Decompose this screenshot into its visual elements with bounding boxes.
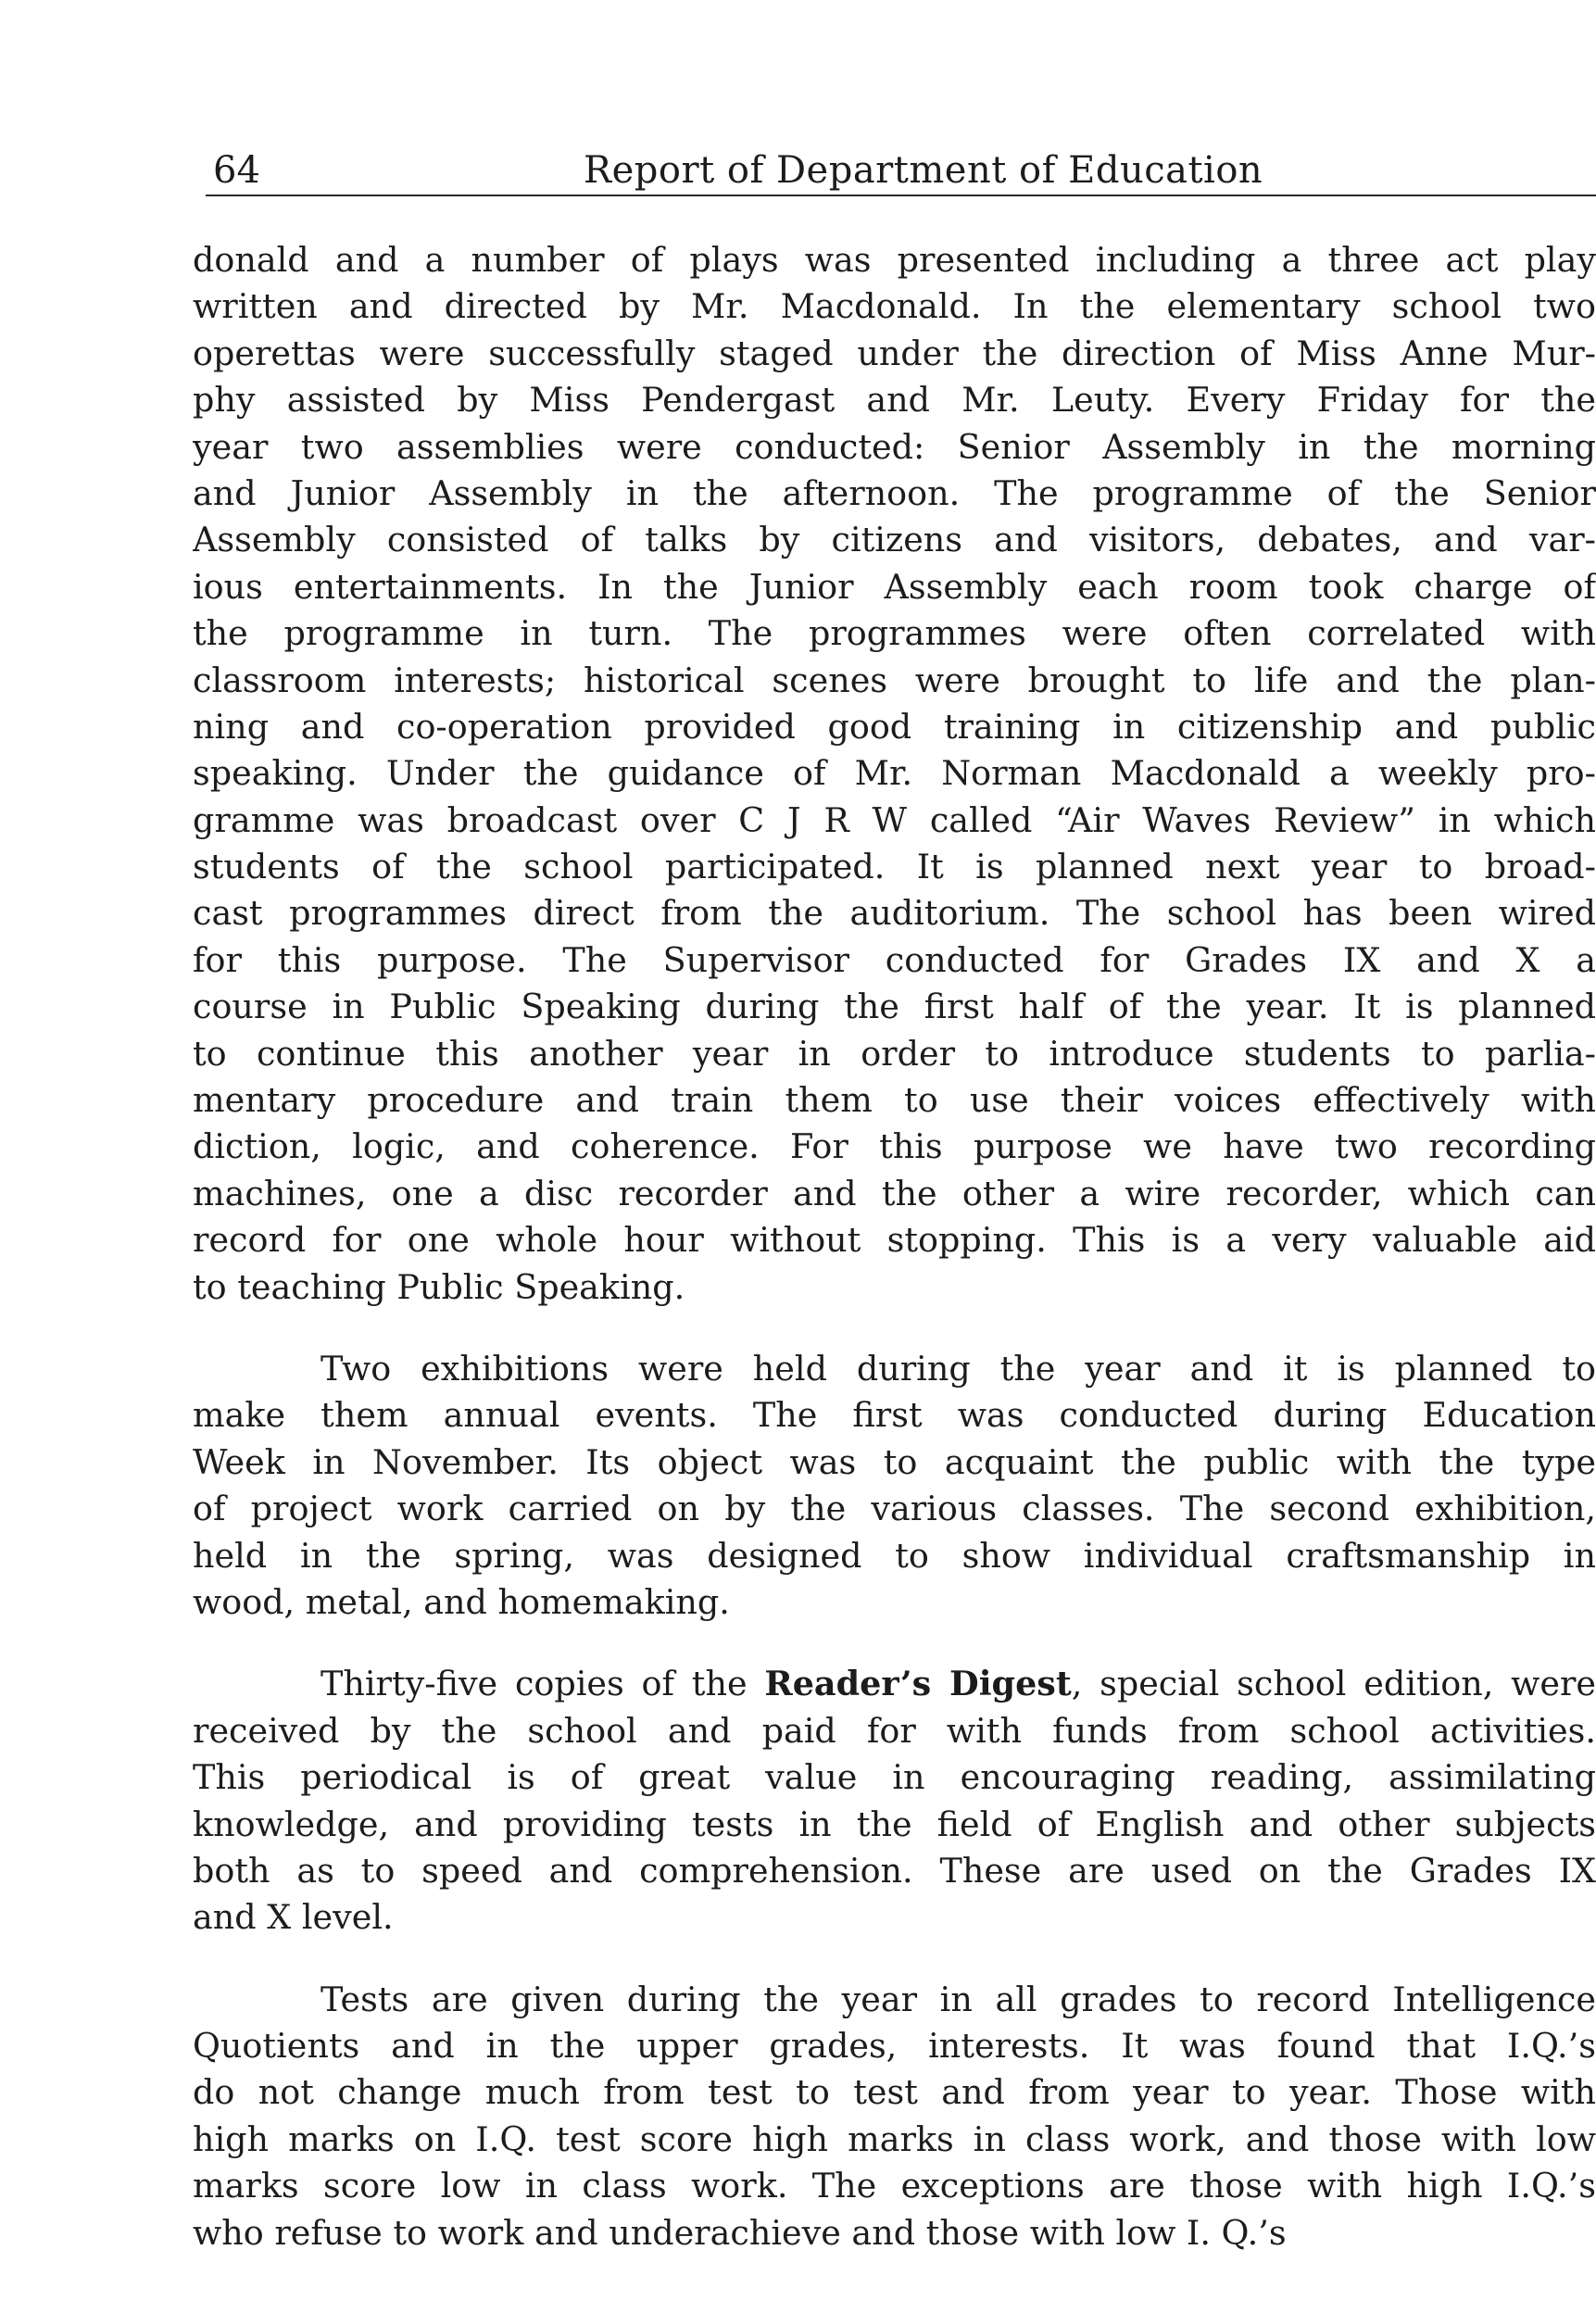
paragraph-line: who refuse to work and underachieve and those with low I. Q.’s: [193, 2212, 1287, 2253]
paragraph-line: knowledge, and providing tests in the field of English and other subjects: [193, 1804, 1596, 1844]
running-title: Report of Department of Education: [584, 149, 1263, 192]
paragraph-line: machines, one a disc recorder and the other a wire recorder, which can: [193, 1173, 1596, 1213]
paragraph-line: [193, 1661, 1596, 1707]
paragraph-line: for this purpose. The Supervisor conducted for Grades IX and X a: [193, 939, 1596, 980]
paragraph-line: ning and co-operation provided good training in citizenship and public: [193, 706, 1596, 747]
paragraph-intelligence-tests: [193, 1977, 1596, 2256]
paragraph-line: to teaching Public Speaking.: [193, 1266, 685, 1307]
paragraph-line: operettas were successfully staged under the direction of Miss Anne Mur-: [193, 333, 1596, 373]
paragraph-line: written and directed by Mr. Macdonald. In the elementary school two: [193, 286, 1596, 327]
line-text: , special school edition, were: [1071, 1664, 1596, 1704]
paragraph-line: of project work carried on by the various classes. The second exhibition,: [193, 1489, 1596, 1529]
paragraph-line: diction, logic, and coherence. For this purpose we have two recording: [193, 1126, 1596, 1167]
paragraph-line: This periodical is of great value in encouraging reading, assimilating: [193, 1757, 1596, 1798]
paragraph-line: Two exhibitions were held during the year and it is planned to: [320, 1348, 1596, 1389]
paragraph-line: Week in November. Its object was to acquaint the public with the type: [193, 1441, 1596, 1482]
paragraph-line: held in the spring, was designed to show individual craftsmanship in: [193, 1535, 1596, 1576]
paragraph-line: both as to speed and comprehension. These are used on the Grades IX: [193, 1850, 1596, 1891]
paragraph-line: Quotients and in the upper grades, interests. It was found that I.Q.’s: [193, 2026, 1596, 2067]
paragraph-line: marks score low in class work. The exceptions are those with high I.Q.’s: [193, 2166, 1596, 2206]
paragraph-line: mentary procedure and train them to use their voices effectively with: [193, 1080, 1596, 1121]
paragraph-line: students of the school participated. It is planned next year to broad-: [193, 847, 1596, 887]
paragraph-line: do not change much from test to test and from year to year. Those with: [193, 2072, 1596, 2113]
line-text: Thirty-five copies of the: [320, 1664, 765, 1704]
paragraph-line: Tests are given during the year in all grades to record Intelligence: [320, 1979, 1596, 2019]
paragraph-line: record for one whole hour without stopping. This is a very valuable aid: [193, 1220, 1596, 1261]
paragraph-line: phy assisted by Miss Pendergast and Mr. Leuty. Every Friday for the: [193, 380, 1596, 421]
paragraph-line: classroom interests; historical scenes were brought to life and the plan-: [193, 660, 1596, 700]
paragraph-line: speaking. Under the guidance of Mr. Norman Macdonald a weekly pro-: [193, 753, 1596, 794]
paragraph-line: Assembly consisted of talks by citizens and visitors, debates, and var-: [193, 520, 1596, 560]
paragraph-line: cast programmes direct from the auditorium. The school has been wired: [193, 893, 1596, 934]
periodical-title: Reader’s Digest: [764, 1664, 1072, 1704]
paragraph-line: received by the school and paid for with funds from school activities.: [193, 1710, 1596, 1751]
paragraph-line: high marks on I.Q. test score high marks in class work, and those with low: [193, 2118, 1596, 2159]
paragraph-line: course in Public Speaking during the first half of the year. It is planned: [193, 987, 1596, 1027]
paragraph-school-activities: [193, 237, 1596, 1311]
paragraph-line: the programme in turn. The programmes were often correlated with: [193, 613, 1596, 654]
page-header: [213, 146, 1596, 195]
header-rule: [206, 195, 1596, 196]
paragraph-line: wood, metal, and homemaking.: [193, 1581, 730, 1622]
paragraph-line: ious entertainments. In the Junior Assembly each room took charge of: [193, 566, 1596, 607]
page-number: 64: [213, 149, 260, 192]
paragraph-line: to continue this another year in order to introduce students to parlia-: [193, 1033, 1596, 1074]
paragraph-line: and X level.: [193, 1897, 394, 1938]
paragraph-line: gramme was broadcast over C J R W called “Air Waves Review” in which: [193, 799, 1596, 840]
paragraph-line: year two assemblies were conducted: Senior Assembly in the morning: [193, 426, 1596, 467]
paragraph-exhibitions: [193, 1346, 1596, 1626]
paragraph-readers-digest: [193, 1661, 1596, 1941]
paragraph-line: make them annual events. The first was conducted during Education: [193, 1395, 1596, 1436]
paragraph-line: and Junior Assembly in the afternoon. The programme of the Senior: [193, 472, 1596, 513]
paragraph-line: donald and a number of plays was presented including a three act play: [193, 240, 1596, 280]
body-text: [193, 237, 1596, 2256]
